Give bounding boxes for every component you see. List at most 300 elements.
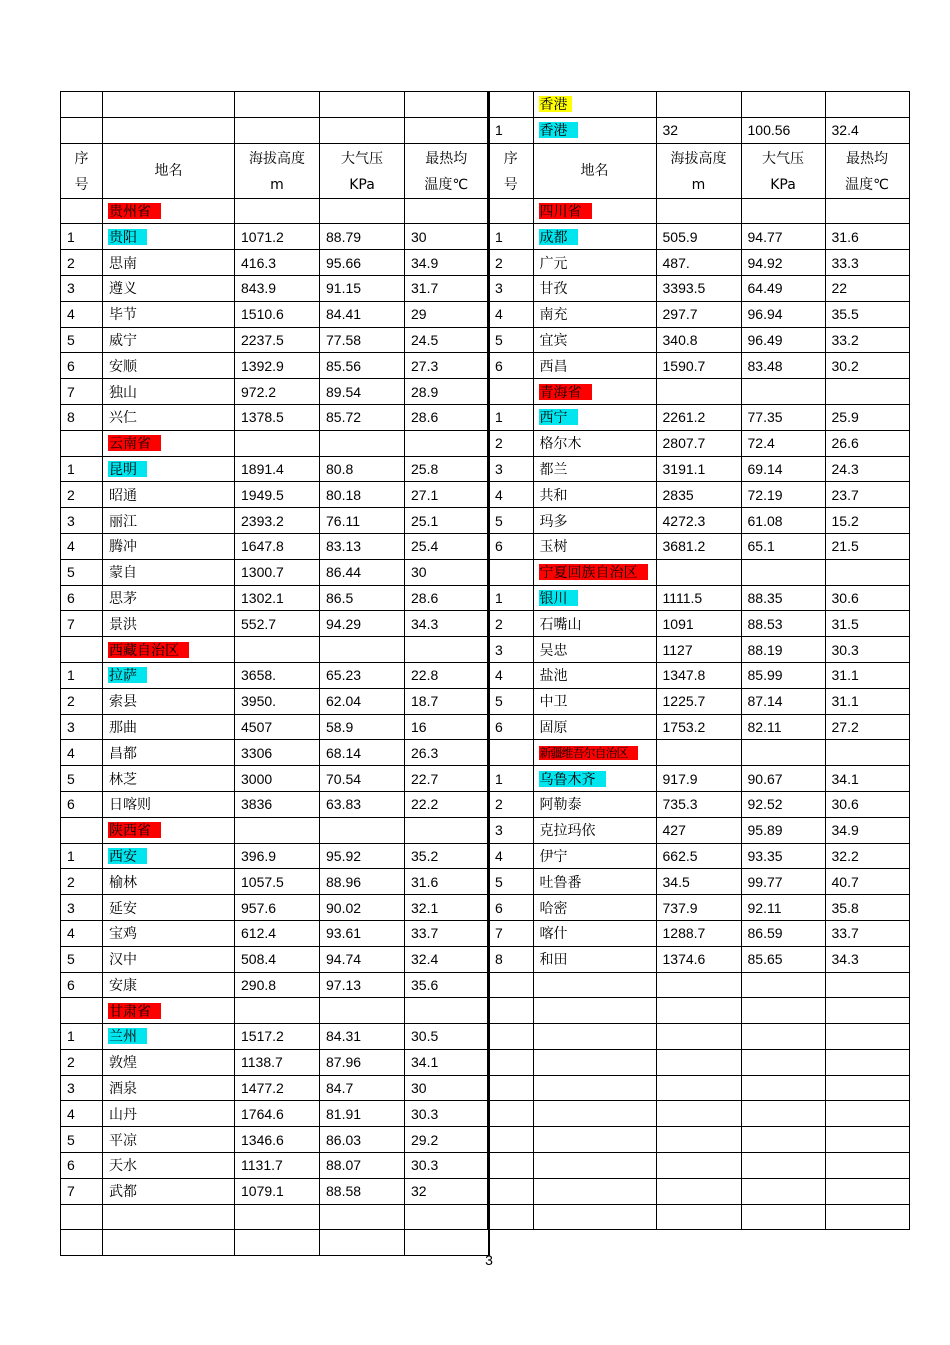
temperature-value: 35.5 <box>831 306 859 323</box>
temperature-cell <box>825 869 909 895</box>
seq-number: 6 <box>495 718 503 735</box>
pressure-value: 77.35 <box>747 409 783 426</box>
altitude-cell <box>235 250 320 276</box>
temperature-value: 40.7 <box>831 873 859 890</box>
table-row <box>488 817 909 843</box>
altitude-header <box>235 143 320 198</box>
temperature-value: 35.8 <box>831 899 859 916</box>
name-cell <box>533 117 656 143</box>
name-cell <box>533 508 656 534</box>
temperature-value: 28.6 <box>411 589 439 606</box>
table-row <box>488 637 909 663</box>
seq-cell <box>488 275 533 301</box>
altitude-value: 1510.6 <box>241 306 284 323</box>
pressure-value: 83.48 <box>747 357 783 374</box>
temperature-value: 25.4 <box>411 538 439 555</box>
temperature-cell <box>405 611 489 637</box>
pressure-value: 80.8 <box>326 460 354 477</box>
table-row <box>488 946 909 972</box>
temperature-value: 16 <box>411 718 427 735</box>
table-row <box>61 688 489 714</box>
seq-header-line1: 序 <box>74 150 89 167</box>
city-name: 天水 <box>109 1157 137 1174</box>
name-cell <box>103 688 235 714</box>
seq-number: 5 <box>67 1131 75 1148</box>
altitude-cell <box>656 1049 741 1075</box>
altitude-cell <box>235 869 320 895</box>
pressure-cell <box>320 533 405 559</box>
table-row <box>488 533 909 559</box>
pressure-cell <box>320 482 405 508</box>
region-row <box>61 998 489 1024</box>
temperature-cell <box>825 714 909 740</box>
temperature-value: 33.7 <box>831 925 859 942</box>
altitude-cell <box>235 456 320 482</box>
temperature-value: 31.6 <box>831 228 859 245</box>
seq-header-line2: 号 <box>74 176 89 193</box>
altitude-value: 735.3 <box>662 796 698 813</box>
seq-cell <box>61 1204 103 1230</box>
table-row <box>61 508 489 534</box>
temperature-cell <box>825 662 909 688</box>
temperature-value: 31.1 <box>831 667 859 684</box>
altitude-value: 3836 <box>241 796 273 813</box>
city-name: 昭通 <box>109 486 137 503</box>
altitude-value: 1302.1 <box>241 589 284 606</box>
pressure-cell <box>741 508 825 534</box>
altitude-value: 297.7 <box>662 306 698 323</box>
pressure-cell <box>320 972 405 998</box>
pressure-cell <box>320 508 405 534</box>
altitude-cell <box>235 482 320 508</box>
pressure-value: 86.44 <box>326 564 362 581</box>
temperature-cell <box>825 998 909 1024</box>
name-cell <box>103 92 235 118</box>
name-cell <box>533 998 656 1024</box>
seq-number: 4 <box>495 306 503 323</box>
capital-city-name: 贵阳 <box>108 229 147 245</box>
temperature-cell <box>405 920 489 946</box>
pressure-cell <box>741 1153 825 1179</box>
altitude-value: 662.5 <box>662 847 698 864</box>
pressure-cell <box>320 1075 405 1101</box>
pressure-cell <box>320 301 405 327</box>
seq-header <box>488 143 533 198</box>
altitude-value: 1131.7 <box>241 1157 283 1174</box>
capital-city-name: 昆明 <box>108 461 147 477</box>
pressure-value: 64.49 <box>747 280 783 297</box>
city-name: 山丹 <box>109 1105 137 1122</box>
name-cell <box>533 637 656 663</box>
pressure-value: 85.72 <box>326 409 362 426</box>
name-cell <box>533 92 656 118</box>
name-cell <box>533 1153 656 1179</box>
seq-cell <box>61 714 103 740</box>
pressure-cell <box>320 895 405 921</box>
seq-cell <box>488 1024 533 1050</box>
temperature-cell <box>825 404 909 430</box>
seq-number: 4 <box>495 847 503 864</box>
pressure-cell <box>741 662 825 688</box>
temperature-cell <box>825 688 909 714</box>
empty-row <box>488 1178 909 1204</box>
altitude-cell <box>656 1178 741 1204</box>
pressure-cell <box>320 766 405 792</box>
region-name: 甘肃省 <box>108 1003 161 1019</box>
pressure-value: 68.14 <box>326 744 362 761</box>
city-name: 榆林 <box>109 873 137 890</box>
pressure-cell <box>741 198 825 224</box>
pressure-cell <box>320 224 405 250</box>
altitude-header-line2: m <box>270 176 284 193</box>
city-name: 玉树 <box>539 538 568 555</box>
seq-number: 4 <box>67 538 75 555</box>
pressure-value: 61.08 <box>747 512 783 529</box>
name-cell <box>533 791 656 817</box>
pressure-header <box>741 143 825 198</box>
temperature-value: 28.9 <box>411 383 439 400</box>
temperature-cell <box>405 972 489 998</box>
table-row <box>488 662 909 688</box>
table-row <box>61 1178 489 1204</box>
pressure-value: 95.66 <box>326 254 362 271</box>
pressure-cell <box>741 327 825 353</box>
seq-number: 2 <box>67 873 75 890</box>
pressure-value: 87.96 <box>326 1054 362 1071</box>
capital-city-name: 西宁 <box>539 409 578 425</box>
pressure-value: 90.02 <box>326 899 362 916</box>
seq-cell <box>61 920 103 946</box>
table-row <box>61 1075 489 1101</box>
altitude-cell <box>656 766 741 792</box>
altitude-value: 34.5 <box>662 873 690 890</box>
table-row <box>61 275 489 301</box>
city-name: 吐鲁番 <box>539 873 582 890</box>
region-row <box>61 430 489 456</box>
city-name: 日喀则 <box>109 796 151 813</box>
temperature-value: 30 <box>411 1080 427 1097</box>
temperature-cell <box>405 456 489 482</box>
altitude-cell <box>656 559 741 585</box>
seq-number: 2 <box>67 486 75 503</box>
altitude-value: 32 <box>662 122 679 139</box>
temperature-value: 26.6 <box>831 435 859 452</box>
name-cell <box>533 869 656 895</box>
city-name: 蒙自 <box>109 564 137 581</box>
temperature-cell <box>825 817 909 843</box>
temperature-value: 31.5 <box>831 615 859 632</box>
altitude-cell <box>235 920 320 946</box>
altitude-value: 1392.9 <box>241 357 284 374</box>
name-cell <box>103 1127 235 1153</box>
altitude-cell <box>235 740 320 766</box>
seq-number: 3 <box>495 822 503 839</box>
table-row <box>61 791 489 817</box>
name-cell <box>103 1204 235 1230</box>
temperature-header <box>405 143 489 198</box>
temperature-cell <box>825 1024 909 1050</box>
altitude-value: 1288.7 <box>662 925 706 942</box>
altitude-cell <box>235 508 320 534</box>
pressure-header-line1: 大气压 <box>341 150 383 167</box>
altitude-cell <box>656 740 741 766</box>
region-row <box>61 637 489 663</box>
seq-number: 3 <box>67 512 75 529</box>
seq-cell <box>488 1178 533 1204</box>
altitude-cell <box>235 198 320 224</box>
temperature-cell <box>405 559 489 585</box>
name-cell <box>533 353 656 379</box>
city-name: 平凉 <box>109 1131 137 1148</box>
seq-number: 4 <box>67 744 75 761</box>
altitude-cell <box>235 1127 320 1153</box>
pressure-value: 82.11 <box>747 718 782 735</box>
altitude-value: 3950. <box>241 693 277 710</box>
left-climate-table <box>60 91 490 1256</box>
temperature-cell <box>825 301 909 327</box>
seq-cell <box>488 117 533 143</box>
city-name: 安顺 <box>109 357 137 374</box>
pressure-cell <box>741 1127 825 1153</box>
table-row <box>61 662 489 688</box>
name-cell <box>103 404 235 430</box>
region-name: 陕西省 <box>108 822 161 838</box>
seq-number: 2 <box>495 615 503 632</box>
pressure-value: 80.18 <box>326 486 362 503</box>
name-cell <box>103 1178 235 1204</box>
empty-row <box>488 1075 909 1101</box>
altitude-cell <box>656 972 741 998</box>
altitude-cell <box>235 972 320 998</box>
temperature-value: 23.7 <box>831 486 859 503</box>
table-row <box>61 1127 489 1153</box>
temperature-value: 25.8 <box>411 460 439 477</box>
seq-number: 1 <box>495 409 503 426</box>
pressure-value: 87.14 <box>747 693 783 710</box>
temperature-cell <box>825 1049 909 1075</box>
temperature-value: 30 <box>411 228 427 245</box>
altitude-value: 1347.8 <box>662 667 706 684</box>
name-cell <box>103 714 235 740</box>
altitude-value: 1346.6 <box>241 1131 284 1148</box>
pressure-cell <box>741 946 825 972</box>
temperature-cell <box>825 508 909 534</box>
temperature-value: 25.1 <box>411 512 439 529</box>
temperature-value: 30 <box>411 564 427 581</box>
name-cell <box>103 1101 235 1127</box>
temperature-header-line1: 最热均 <box>425 150 468 167</box>
altitude-cell <box>235 946 320 972</box>
altitude-cell <box>656 456 741 482</box>
city-name: 索县 <box>109 693 137 710</box>
altitude-cell <box>656 1153 741 1179</box>
altitude-header <box>656 143 741 198</box>
city-name: 汉中 <box>109 951 137 968</box>
altitude-cell <box>235 353 320 379</box>
pressure-cell <box>741 895 825 921</box>
altitude-cell <box>656 662 741 688</box>
temperature-cell <box>825 920 909 946</box>
name-cell <box>533 1049 656 1075</box>
altitude-value: 4272.3 <box>662 512 706 529</box>
seq-number: 3 <box>495 460 503 477</box>
pressure-cell <box>741 1075 825 1101</box>
altitude-value: 340.8 <box>662 331 698 348</box>
table-row <box>61 920 489 946</box>
altitude-value: 1091 <box>662 615 694 632</box>
pressure-cell <box>320 998 405 1024</box>
altitude-cell <box>656 1101 741 1127</box>
city-name: 广元 <box>539 254 568 271</box>
table-row <box>61 843 489 869</box>
table-row <box>61 327 489 353</box>
temperature-value: 35.6 <box>411 976 439 993</box>
temperature-cell <box>405 1049 489 1075</box>
name-cell <box>103 198 235 224</box>
altitude-header-line1: 海拔高度 <box>670 150 727 167</box>
altitude-cell <box>656 843 741 869</box>
city-name: 敦煌 <box>109 1054 137 1071</box>
altitude-cell <box>656 895 741 921</box>
name-cell <box>103 327 235 353</box>
table-row <box>61 1024 489 1050</box>
pressure-cell <box>320 688 405 714</box>
seq-cell <box>488 585 533 611</box>
altitude-value: 1477.2 <box>241 1080 284 1097</box>
seq-cell <box>488 946 533 972</box>
seq-number: 1 <box>67 228 75 245</box>
seq-number: 2 <box>495 796 503 813</box>
seq-cell <box>61 250 103 276</box>
name-cell <box>533 430 656 456</box>
altitude-value: 1949.5 <box>241 486 284 503</box>
seq-cell <box>488 379 533 405</box>
city-name: 都兰 <box>539 460 568 477</box>
city-name: 喀什 <box>539 925 568 942</box>
altitude-value: 737.9 <box>662 899 698 916</box>
temperature-cell <box>825 533 909 559</box>
pressure-cell <box>320 1049 405 1075</box>
temperature-value: 22.7 <box>411 770 439 787</box>
table-row <box>488 508 909 534</box>
seq-cell <box>488 92 533 118</box>
temperature-cell <box>825 430 909 456</box>
table-row <box>488 611 909 637</box>
name-cell <box>533 1127 656 1153</box>
table-row <box>488 250 909 276</box>
seq-cell <box>488 404 533 430</box>
altitude-value: 1764.6 <box>241 1105 284 1122</box>
seq-cell <box>61 611 103 637</box>
altitude-value: 843.9 <box>241 280 277 297</box>
pressure-header-line2: KPa <box>349 176 375 193</box>
seq-number: 3 <box>67 1080 75 1097</box>
pressure-cell <box>320 379 405 405</box>
pressure-value: 94.92 <box>747 254 783 271</box>
altitude-value: 508.4 <box>241 951 277 968</box>
city-name: 威宁 <box>109 331 137 348</box>
altitude-cell <box>235 637 320 663</box>
seq-number: 8 <box>495 951 503 968</box>
region-name: 贵州省 <box>108 203 161 219</box>
seq-number: 5 <box>495 693 503 710</box>
temperature-cell <box>825 1153 909 1179</box>
seq-cell <box>61 456 103 482</box>
altitude-cell <box>235 1024 320 1050</box>
city-name: 遵义 <box>109 280 137 297</box>
seq-number: 6 <box>67 1157 75 1174</box>
pressure-cell <box>320 275 405 301</box>
temperature-cell <box>405 740 489 766</box>
table-row <box>61 224 489 250</box>
pressure-cell <box>741 353 825 379</box>
city-name: 哈密 <box>539 899 568 916</box>
seq-cell <box>488 895 533 921</box>
altitude-cell <box>235 585 320 611</box>
table-row <box>488 404 909 430</box>
seq-cell <box>61 353 103 379</box>
seq-cell <box>488 766 533 792</box>
seq-cell <box>61 430 103 456</box>
altitude-cell <box>235 843 320 869</box>
temperature-cell <box>405 1127 489 1153</box>
altitude-cell <box>656 224 741 250</box>
name-cell <box>533 688 656 714</box>
table-row <box>488 224 909 250</box>
temperature-cell <box>825 559 909 585</box>
seq-cell <box>488 1204 533 1230</box>
seq-number: 1 <box>67 460 75 477</box>
seq-cell <box>61 895 103 921</box>
region-name: 云南省 <box>108 435 161 451</box>
altitude-cell <box>235 998 320 1024</box>
seq-cell <box>61 843 103 869</box>
pressure-cell <box>741 1178 825 1204</box>
seq-cell <box>488 301 533 327</box>
seq-cell <box>61 585 103 611</box>
table-row <box>61 946 489 972</box>
city-name: 吴忠 <box>539 641 568 658</box>
name-header <box>533 143 656 198</box>
pressure-value: 76.11 <box>326 512 360 529</box>
name-cell <box>103 637 235 663</box>
seq-cell <box>488 611 533 637</box>
altitude-value: 917.9 <box>662 770 698 787</box>
empty-row <box>488 1204 909 1230</box>
pressure-value: 86.59 <box>747 925 783 942</box>
pressure-cell <box>320 791 405 817</box>
pressure-value: 94.74 <box>326 951 362 968</box>
altitude-header-line1: 海拔高度 <box>249 150 305 167</box>
pressure-cell <box>741 1204 825 1230</box>
seq-header <box>61 143 103 198</box>
altitude-value: 2807.7 <box>662 435 706 452</box>
altitude-value: 505.9 <box>662 228 698 245</box>
altitude-cell <box>235 301 320 327</box>
altitude-value: 1138.7 <box>241 1054 283 1071</box>
pressure-value: 85.56 <box>326 357 362 374</box>
name-cell <box>533 714 656 740</box>
seq-number: 3 <box>67 280 75 297</box>
seq-number: 1 <box>495 770 503 787</box>
temperature-value: 22.8 <box>411 667 439 684</box>
name-cell <box>103 533 235 559</box>
altitude-value: 3658. <box>241 667 277 684</box>
temperature-cell <box>405 404 489 430</box>
temperature-value: 34.9 <box>411 254 439 271</box>
altitude-cell <box>656 1127 741 1153</box>
altitude-header-line2: m <box>691 176 706 193</box>
